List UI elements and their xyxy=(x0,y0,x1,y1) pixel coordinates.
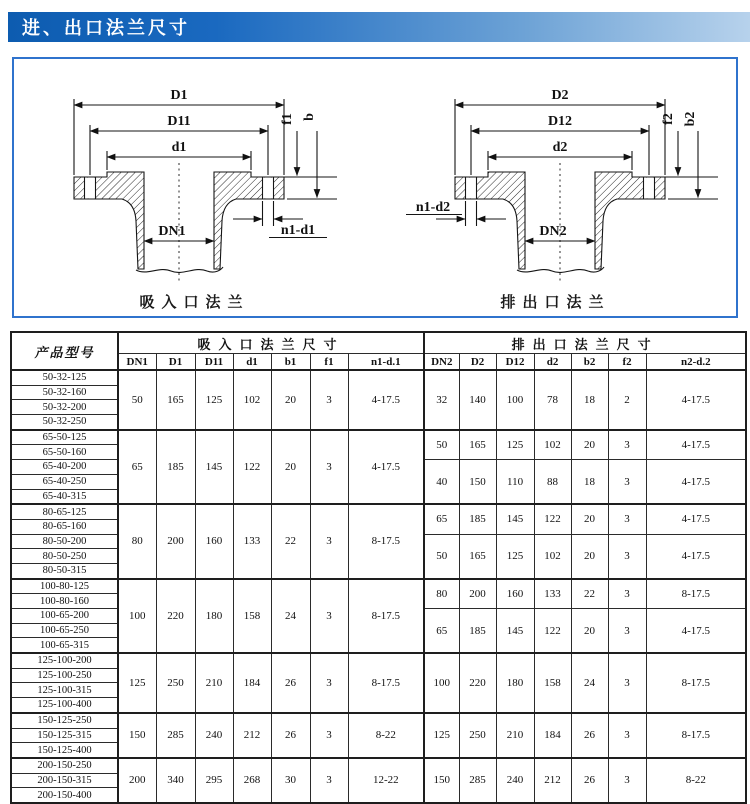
discharge-value-cell: 4-17.5 xyxy=(646,460,746,505)
discharge-value-cell: 150 xyxy=(459,460,496,505)
product-model-cell: 65-40-250 xyxy=(11,474,118,489)
suction-value-cell: 250 xyxy=(156,653,195,713)
suction-value-cell: 26 xyxy=(271,713,310,758)
discharge-value-cell: 165 xyxy=(459,430,496,460)
discharge-flange-diagram xyxy=(375,59,736,316)
discharge-value-cell: 80 xyxy=(424,579,459,609)
table-row xyxy=(11,713,746,728)
discharge-value-cell: 100 xyxy=(424,653,459,713)
discharge-value-cell: 185 xyxy=(459,504,496,534)
suction-flange-caption: 吸入口法兰 xyxy=(139,295,250,311)
product-model-cell: 50-32-250 xyxy=(11,415,118,430)
discharge-value-cell: 26 xyxy=(571,758,608,803)
suction-value-cell: 125 xyxy=(118,653,156,713)
suction-value-cell: 220 xyxy=(156,579,195,653)
suction-value-cell: 340 xyxy=(156,758,195,803)
suction-group-header: 吸入口法兰尺寸 xyxy=(118,332,424,354)
suction-value-cell: 200 xyxy=(118,758,156,803)
column-header: D2 xyxy=(459,354,496,371)
discharge-value-cell: 8-17.5 xyxy=(646,713,746,758)
suction-flange-diagram xyxy=(14,59,375,316)
product-model-cell: 80-50-315 xyxy=(11,563,118,578)
discharge-value-cell: 102 xyxy=(534,430,571,460)
discharge-flange-caption: 排出口法兰 xyxy=(500,295,611,311)
product-model-cell: 200-150-250 xyxy=(11,758,118,773)
flange-diagram-panel xyxy=(12,57,738,318)
column-header: DN1 xyxy=(118,354,156,371)
dim-label-b: b xyxy=(301,113,317,121)
suction-value-cell: 158 xyxy=(233,579,271,653)
discharge-value-cell: 4-17.5 xyxy=(646,430,746,460)
discharge-value-cell: 102 xyxy=(534,534,571,579)
discharge-value-cell: 145 xyxy=(496,504,534,534)
column-header: D1 xyxy=(156,354,195,371)
table-row xyxy=(11,370,746,385)
discharge-value-cell: 184 xyxy=(534,713,571,758)
product-model-cell: 50-32-125 xyxy=(11,370,118,385)
product-model-cell: 80-50-200 xyxy=(11,534,118,549)
suction-value-cell: 285 xyxy=(156,713,195,758)
product-model-cell: 100-65-250 xyxy=(11,623,118,638)
discharge-value-cell: 125 xyxy=(424,713,459,758)
discharge-value-cell: 150 xyxy=(424,758,459,803)
product-model-cell: 125-100-315 xyxy=(11,683,118,698)
discharge-value-cell: 8-22 xyxy=(646,758,746,803)
discharge-value-cell: 180 xyxy=(496,653,534,713)
suction-value-cell: 3 xyxy=(310,430,348,504)
suction-value-cell: 212 xyxy=(233,713,271,758)
suction-value-cell: 102 xyxy=(233,370,271,430)
suction-value-cell: 8-17.5 xyxy=(348,579,424,653)
suction-value-cell: 180 xyxy=(195,579,233,653)
product-model-cell: 150-125-315 xyxy=(11,728,118,743)
suction-value-cell: 160 xyxy=(195,504,233,578)
column-header: b1 xyxy=(271,354,310,371)
discharge-value-cell: 3 xyxy=(608,460,646,505)
column-header: b2 xyxy=(571,354,608,371)
table-subheader-row xyxy=(11,354,746,371)
dim-label-d1: d1 xyxy=(171,140,186,155)
product-model-cell: 65-40-315 xyxy=(11,489,118,504)
suction-value-cell: 22 xyxy=(271,504,310,578)
product-model-cell: 100-65-315 xyxy=(11,638,118,653)
table-row xyxy=(11,579,746,594)
discharge-value-cell: 65 xyxy=(424,609,459,654)
discharge-value-cell: 4-17.5 xyxy=(646,534,746,579)
discharge-value-cell: 158 xyxy=(534,653,571,713)
discharge-group-header: 排出口法兰尺寸 xyxy=(424,332,746,354)
product-model-cell: 80-65-125 xyxy=(11,504,118,519)
suction-value-cell: 20 xyxy=(271,430,310,504)
column-header: DN2 xyxy=(424,354,459,371)
product-model-cell: 100-65-200 xyxy=(11,609,118,624)
product-model-cell: 200-150-400 xyxy=(11,788,118,803)
discharge-value-cell: 125 xyxy=(496,430,534,460)
table-row xyxy=(11,504,746,519)
product-model-cell: 125-100-200 xyxy=(11,653,118,668)
page-title: 进、出口法兰尺寸 xyxy=(22,18,190,38)
discharge-value-cell: 3 xyxy=(608,609,646,654)
discharge-value-cell: 18 xyxy=(571,370,608,430)
product-model-cell: 80-65-160 xyxy=(11,519,118,534)
column-header: D12 xyxy=(496,354,534,371)
discharge-value-cell: 20 xyxy=(571,504,608,534)
discharge-value-cell: 26 xyxy=(571,713,608,758)
suction-value-cell: 3 xyxy=(310,653,348,713)
suction-value-cell: 50 xyxy=(118,370,156,430)
suction-value-cell: 30 xyxy=(271,758,310,803)
discharge-value-cell: 125 xyxy=(496,534,534,579)
product-model-cell: 100-80-160 xyxy=(11,594,118,609)
suction-value-cell: 3 xyxy=(310,504,348,578)
table-row xyxy=(11,430,746,445)
discharge-value-cell: 40 xyxy=(424,460,459,505)
suction-value-cell: 26 xyxy=(271,653,310,713)
discharge-value-cell: 3 xyxy=(608,758,646,803)
suction-value-cell: 125 xyxy=(195,370,233,430)
discharge-value-cell: 50 xyxy=(424,430,459,460)
dim-label-DN2: DN2 xyxy=(538,224,567,239)
discharge-value-cell: 140 xyxy=(459,370,496,430)
page-title-bar xyxy=(8,12,750,42)
suction-value-cell: 8-17.5 xyxy=(348,653,424,713)
suction-value-cell: 200 xyxy=(156,504,195,578)
dim-label-DN1: DN1 xyxy=(157,224,186,239)
discharge-value-cell: 4-17.5 xyxy=(646,609,746,654)
suction-value-cell: 150 xyxy=(118,713,156,758)
discharge-value-cell: 122 xyxy=(534,609,571,654)
discharge-value-cell: 145 xyxy=(496,609,534,654)
discharge-value-cell: 8-17.5 xyxy=(646,653,746,713)
discharge-value-cell: 3 xyxy=(608,579,646,609)
suction-value-cell: 268 xyxy=(233,758,271,803)
suction-value-cell: 8-17.5 xyxy=(348,504,424,578)
discharge-value-cell: 3 xyxy=(608,430,646,460)
discharge-value-cell: 78 xyxy=(534,370,571,430)
discharge-value-cell: 200 xyxy=(459,579,496,609)
discharge-value-cell: 210 xyxy=(496,713,534,758)
discharge-value-cell: 24 xyxy=(571,653,608,713)
discharge-value-cell: 285 xyxy=(459,758,496,803)
suction-value-cell: 145 xyxy=(195,430,233,504)
column-header: n2-d.2 xyxy=(646,354,746,371)
discharge-value-cell: 32 xyxy=(424,370,459,430)
dim-label-d2: d2 xyxy=(552,140,567,155)
dim-label-n1-d2: n1-d2 xyxy=(415,200,450,215)
discharge-flange-drawing xyxy=(380,69,732,291)
flange-dimension-table xyxy=(10,331,747,804)
column-header: d1 xyxy=(233,354,271,371)
discharge-value-cell: 8-17.5 xyxy=(646,579,746,609)
suction-value-cell: 8-22 xyxy=(348,713,424,758)
suction-value-cell: 240 xyxy=(195,713,233,758)
suction-value-cell: 24 xyxy=(271,579,310,653)
suction-value-cell: 3 xyxy=(310,579,348,653)
product-model-cell: 65-50-160 xyxy=(11,445,118,460)
discharge-value-cell: 3 xyxy=(608,504,646,534)
suction-value-cell: 80 xyxy=(118,504,156,578)
discharge-value-cell: 100 xyxy=(496,370,534,430)
suction-value-cell: 133 xyxy=(233,504,271,578)
table-header-row xyxy=(11,332,746,354)
dim-label-D2: D2 xyxy=(550,88,569,103)
table-row xyxy=(11,758,746,773)
suction-value-cell: 12-22 xyxy=(348,758,424,803)
discharge-value-cell: 20 xyxy=(571,609,608,654)
product-model-cell: 100-80-125 xyxy=(11,579,118,594)
discharge-value-cell: 65 xyxy=(424,504,459,534)
discharge-value-cell: 240 xyxy=(496,758,534,803)
discharge-value-cell: 4-17.5 xyxy=(646,504,746,534)
discharge-value-cell: 220 xyxy=(459,653,496,713)
discharge-value-cell: 2 xyxy=(608,370,646,430)
product-model-cell: 65-50-125 xyxy=(11,430,118,445)
suction-value-cell: 20 xyxy=(271,370,310,430)
dim-label-D1: D1 xyxy=(169,88,188,103)
product-model-cell: 65-40-200 xyxy=(11,460,118,475)
dim-label-D11: D11 xyxy=(166,114,191,129)
discharge-value-cell: 122 xyxy=(534,504,571,534)
column-header: d2 xyxy=(534,354,571,371)
dim-label-n1-d1: n1-d1 xyxy=(280,223,315,238)
product-model-cell: 50-32-160 xyxy=(11,385,118,400)
product-model-cell: 150-125-400 xyxy=(11,743,118,758)
product-model-cell: 80-50-250 xyxy=(11,549,118,564)
suction-value-cell: 184 xyxy=(233,653,271,713)
dim-label-f2: f2 xyxy=(660,113,676,125)
product-model-cell: 150-125-250 xyxy=(11,713,118,728)
suction-value-cell: 65 xyxy=(118,430,156,504)
dim-label-f1: f1 xyxy=(279,113,295,125)
column-header: f1 xyxy=(310,354,348,371)
column-header: n1-d.1 xyxy=(348,354,424,371)
discharge-value-cell: 133 xyxy=(534,579,571,609)
suction-value-cell: 3 xyxy=(310,713,348,758)
column-header: f2 xyxy=(608,354,646,371)
table-row xyxy=(11,653,746,668)
discharge-value-cell: 3 xyxy=(608,713,646,758)
suction-value-cell: 4-17.5 xyxy=(348,370,424,430)
suction-flange-drawing xyxy=(19,69,371,291)
dim-label-D12: D12 xyxy=(547,114,572,129)
discharge-value-cell: 185 xyxy=(459,609,496,654)
discharge-value-cell: 3 xyxy=(608,653,646,713)
discharge-value-cell: 20 xyxy=(571,430,608,460)
product-model-cell: 125-100-250 xyxy=(11,668,118,683)
product-model-cell: 200-150-315 xyxy=(11,773,118,788)
discharge-value-cell: 50 xyxy=(424,534,459,579)
discharge-value-cell: 4-17.5 xyxy=(646,370,746,430)
dim-label-b2: b2 xyxy=(682,111,698,127)
suction-value-cell: 210 xyxy=(195,653,233,713)
suction-value-cell: 3 xyxy=(310,370,348,430)
discharge-value-cell: 22 xyxy=(571,579,608,609)
column-header: D11 xyxy=(195,354,233,371)
discharge-value-cell: 18 xyxy=(571,460,608,505)
discharge-value-cell: 160 xyxy=(496,579,534,609)
suction-value-cell: 4-17.5 xyxy=(348,430,424,504)
suction-value-cell: 295 xyxy=(195,758,233,803)
suction-value-cell: 100 xyxy=(118,579,156,653)
suction-value-cell: 165 xyxy=(156,370,195,430)
discharge-value-cell: 3 xyxy=(608,534,646,579)
discharge-value-cell: 250 xyxy=(459,713,496,758)
product-model-cell: 50-32-200 xyxy=(11,400,118,415)
suction-value-cell: 3 xyxy=(310,758,348,803)
product-model-cell: 125-100-400 xyxy=(11,698,118,713)
suction-value-cell: 122 xyxy=(233,430,271,504)
discharge-value-cell: 88 xyxy=(534,460,571,505)
column-header-product-model: 产品型号 xyxy=(11,332,118,370)
suction-value-cell: 185 xyxy=(156,430,195,504)
discharge-value-cell: 212 xyxy=(534,758,571,803)
discharge-value-cell: 165 xyxy=(459,534,496,579)
discharge-value-cell: 20 xyxy=(571,534,608,579)
discharge-value-cell: 110 xyxy=(496,460,534,505)
